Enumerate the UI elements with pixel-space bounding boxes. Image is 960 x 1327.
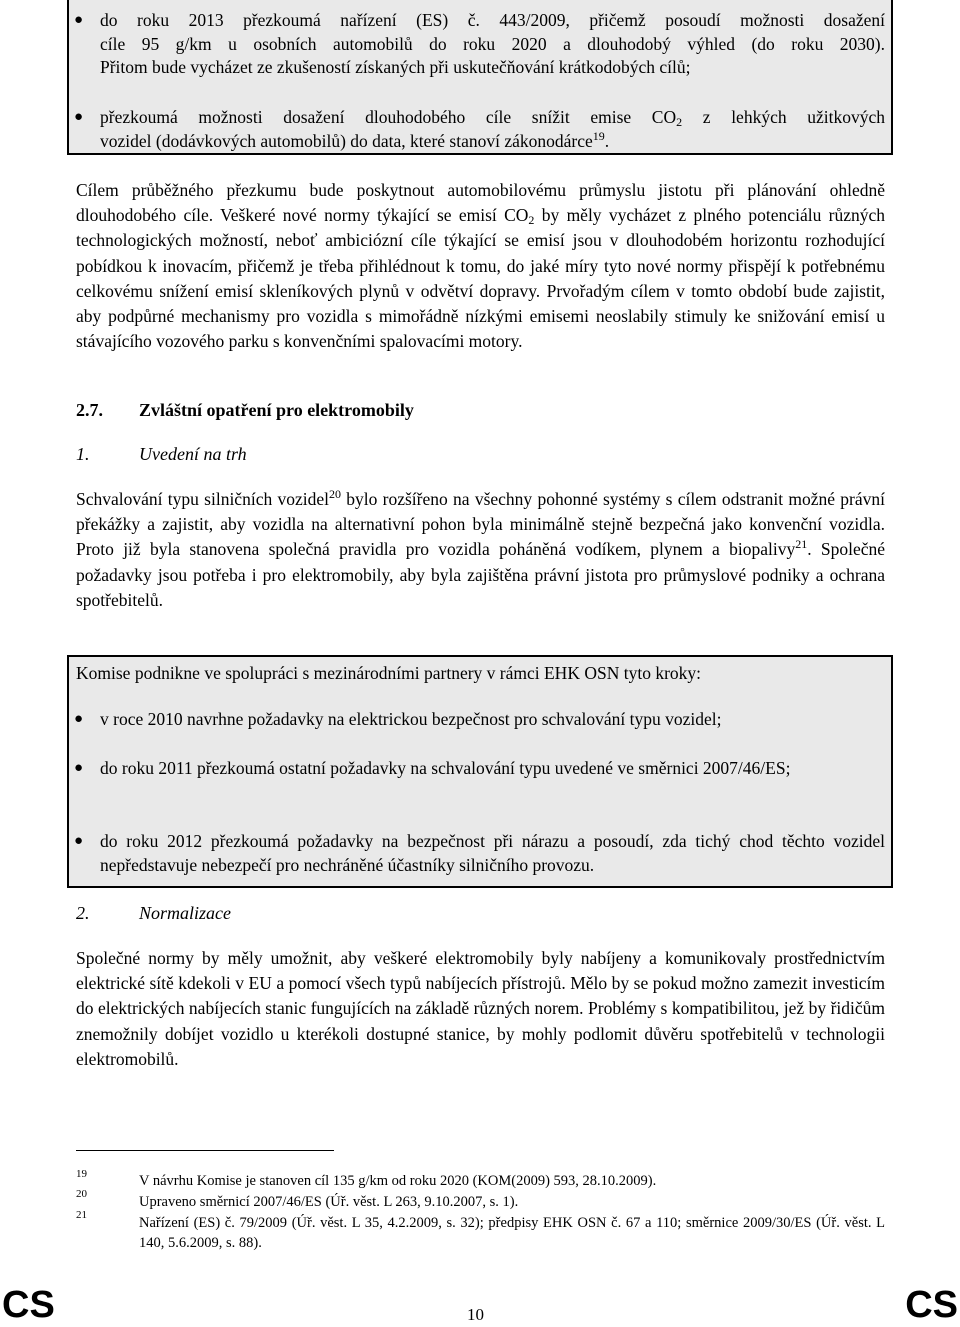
list-item: do roku 2013 přezkoumá nařízení (ES) č. 443/2009, přičemž posoudí možnosti dosažení cíle 95 g/km u osobních automobilů do roku 2020 a dlouhodobý výhled (do roku 2030). Přitom bude vycházet ze zkušeností získaných při uskutečňování krátkodobých cílů;: [100, 10, 885, 77]
list-item: přezkoumá možnosti dosažení dlouhodobého cíle snížit emise $CO_2$ z lehkých užitkových vozidel (dodávkových automobilů) do data, které stanoví zákonodárce$^{19}$.: [100, 107, 885, 151]
section-heading: 2.7. Zvláštní opatření pro elektromobily: [76, 400, 414, 420]
footnote-number: 21: [76, 1209, 87, 1221]
page-number: 10: [467, 1305, 484, 1324]
list-item: do roku 2011 přezkoumá ostatní požadavky na schvalování typu uvedené ve směrnici 2007/46/ES;: [100, 758, 791, 778]
paragraph-standards: Společné normy by měly umožnit, aby veškeré elektromobily byly nabíjeny a komunikovaly prostřednictvím elektrické sítě kdekoli v EU a pomocí všech typů nabíjecích přístrojů. Mělo by se pokud možno zamezit investicím do elektrických nabíjecích stanic fungujících na základě různých norem. Problémy s kompatibilitou, jež by řidičům znemožnily dobíjet vozidlo u kterékoli dostupné stanice, by mohly podlomit důvěru spotřebitelů v technologii elektromobilů.: [76, 948, 885, 1069]
list-item: do roku 2012 přezkoumá požadavky na bezpečnost při nárazu a posoudí, zda tichý chod těchto vozidel nepředstavuje nebezpečí pro nechráněné účastníky silničního provozu.: [100, 831, 885, 875]
bullet-icon: ●: [74, 760, 84, 776]
bullet-icon: ●: [74, 109, 84, 125]
footer-language-right: CS: [905, 1284, 958, 1326]
footnote-text: V návrhu Komise je stanoven cíl 135 g/km od roku 2020 (KOM(2009) 593, 28.10.2009).: [139, 1173, 657, 1189]
footer-language-left: CS: [2, 1284, 55, 1326]
bullet-icon: ●: [74, 711, 84, 727]
bullet-icon: ●: [74, 833, 84, 849]
footnote-text: Nařízení (ES) č. 79/2009 (Úř. věst. L 35, 4.2.2009, s. 32); předpisy EHK OSN č. 67 a 110; směrnice 2009/30/ES (Úř. věst. L 140, 5.6.2009, s. 88).: [139, 1215, 885, 1251]
subheading-standards: 2. Normalizace: [76, 903, 231, 923]
list-item: v roce 2010 navrhne požadavky na elektrickou bezpečnost pro schvalování typu vozidel;: [100, 709, 722, 729]
footnote-number: 19: [76, 1168, 87, 1180]
box-intro: Komise podnikne ve spolupráci s mezinárodními partnery v rámci EHK OSN tyto kroky:: [76, 663, 702, 683]
footnote-ref[interactable]: 21: [795, 537, 808, 552]
footnote-divider: [76, 1150, 334, 1151]
bullet-icon: ●: [74, 12, 84, 28]
subheading-market: 1. Uvedení na trh: [76, 444, 247, 464]
footnote-number: 20: [76, 1188, 87, 1200]
footnote-text: Upraveno směrnicí 2007/46/ES (Úř. věst. L 263, 9.10.2007, s. 1).: [139, 1194, 519, 1210]
footnote-ref[interactable]: 19: [592, 128, 605, 143]
footnote-ref[interactable]: 20: [329, 487, 341, 501]
paragraph-review: Cílem průběžného přezkumu bude poskytnout automobilovému průmyslu jistotu při plánování ohledně dlouhodobého cíle. Veškeré nové normy týkající se emisí $CO_2$ by měly vycházet z plného potenciálu různých technologických možností, neboť ambiciózní cíle týkající se emisí jsou v dlouhodobém horizontu rozhodující pobídkou k inovacím, přičemž je třeba přihlédnout k tomu, do jaké míry tyto nové normy přispějí k potřebnému celkovému snížení emisí skleníkových plynů v odvětví dopravy. Prvořadým cílem v tomto období bude zajistit, aby podpůrné mechanismy pro vozidla s mimořádně nízkými emisemi neoslabily stimuly ke snižování emisí u stávajícího vozového parku s konvenčními spalovacími motory.: [76, 180, 886, 352]
paragraph-type-approval: Schvalování typu silničních vozidel$^{20}$ bylo rozšířeno na všechny pohonné systémy s cílem odstranit možné právní překážky a zajistit, aby vozidla na alternativní pohon byla minimálně stejně bezpečná jako konvenční vozidla. Proto již byla stanovena společná pravidla pro vozidla poháněná vodíkem, plynem a biopalivy$^{21}$. Společné požadavky jsou potřeba i pro elektromobily, aby byla zajištěna právní jistota pro průmyslové podniky a ochrana spotřebitelů.: [76, 487, 885, 610]
